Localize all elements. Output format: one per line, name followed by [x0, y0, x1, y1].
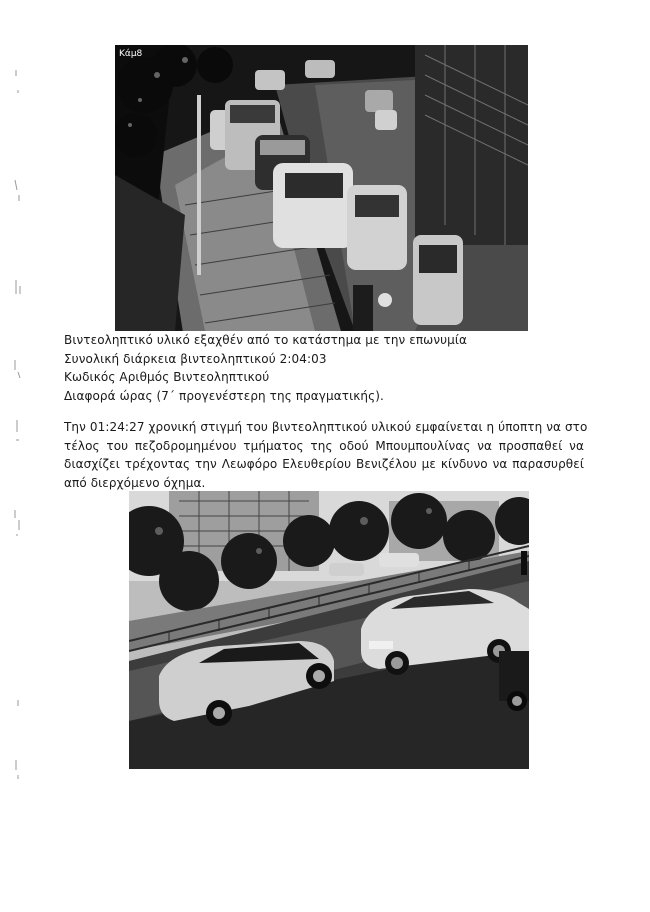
description-paragraph — [64, 418, 588, 492]
scan-margin-marks — [6, 60, 30, 860]
paragraph-line: τέλος του πεζοδρομημένου τμήματος της οδού Μπουμπουλίνας να προσπαθεί να — [64, 438, 584, 453]
info-line-duration: Συνολική διάρκεια βιντεοληπτικού 2:04:03 — [64, 351, 327, 366]
camera-label: Κάμ8 — [119, 49, 143, 59]
paragraph-line: Την 01:24:27 χρονική στιγμή του βιντεοληπτικού υλικού εμφαίνεται η ύποπτη να στο — [64, 420, 588, 434]
info-line-source: Βιντεοληπτικό υλικό εξαχθέν από το κατάστημα με την επωνυμία — [64, 333, 468, 347]
info-line-time-offset: Διαφορά ώρας (7΄ προγενέστερη της πραγματικής). — [64, 388, 384, 403]
info-line-code: Κωδικός Αριθμός Βιντεοληπτικού — [64, 370, 270, 384]
paragraph-line: από διερχόμενο όχημα. — [64, 475, 206, 490]
cctv-photo-top — [115, 45, 528, 331]
video-info — [64, 331, 584, 405]
paragraph-line: διασχίζει τρέχοντας την Λεωφόρο Ελευθερίου Βενιζέλου με κίνδυνο να παρασυρθεί — [64, 457, 584, 471]
cctv-photo-bottom — [129, 491, 529, 769]
